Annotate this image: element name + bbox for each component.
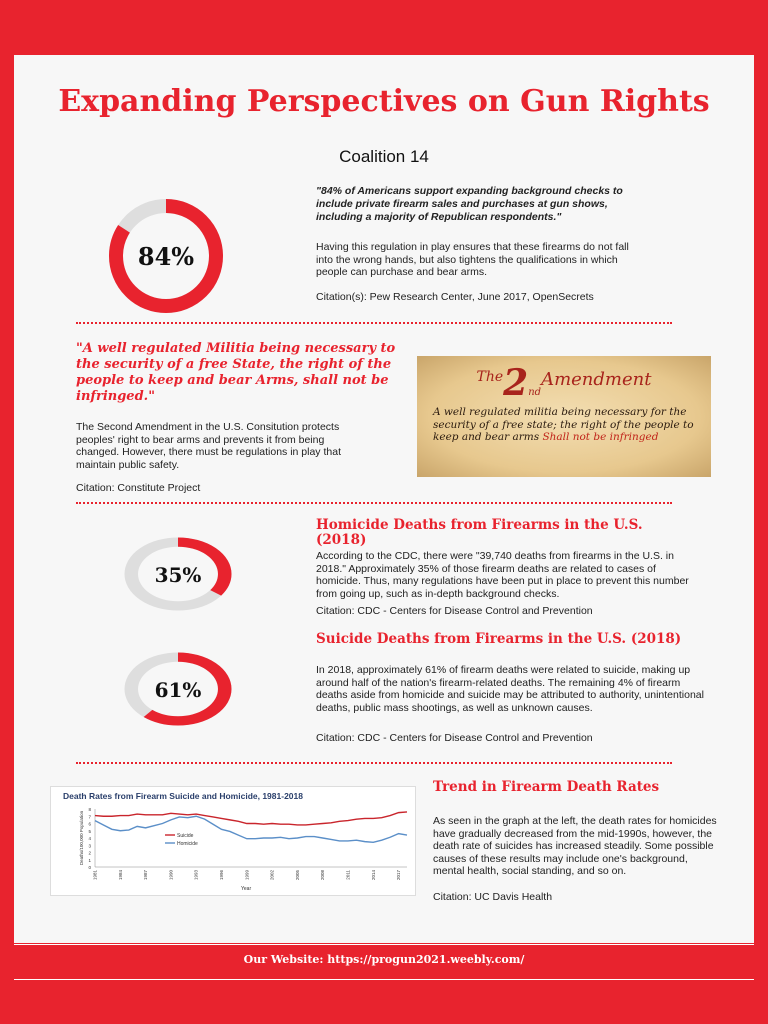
x-tick-label: 2005 <box>294 870 300 881</box>
x-tick-label: 1993 <box>193 870 199 881</box>
footer-line-bottom <box>14 979 754 980</box>
dotted-divider <box>76 322 672 324</box>
line-chart <box>51 787 417 897</box>
y-tick-label: 6 <box>88 821 91 827</box>
dotted-divider <box>76 502 672 504</box>
footer-line-top <box>14 944 754 945</box>
series-line-homicide <box>95 816 407 842</box>
death-rate-chart <box>50 786 416 896</box>
amendment-body: The Second Amendment in the U.S. Consitution protects peoples' right to bear arms and prevents it from being changed. However, there must be regulations in play that maintain public safety. <box>76 421 341 471</box>
legend-label-homicide: Homicide <box>177 840 198 847</box>
y-tick-label: 4 <box>88 836 91 841</box>
parchment-red-text: Shall not be infringed <box>542 431 659 443</box>
parchment-amendment: Amendment <box>541 369 652 390</box>
trend-heading: Trend in Firearm Death Rates <box>433 779 660 795</box>
y-tick-label: 1 <box>88 857 91 863</box>
amendment-citation: Citation: Constitute Project <box>76 482 201 494</box>
parchment-body: A well regulated militia being necessary for the security of a free state; the right of the people to keep and bear arms <box>433 406 694 443</box>
x-tick-label: 1999 <box>244 870 250 881</box>
percent-ring-35 <box>120 532 236 616</box>
suicide-heading: Suicide Deaths from Firearms in the U.S. (2018) <box>316 631 682 647</box>
parchment-title <box>417 362 711 404</box>
x-axis-label: Year <box>241 886 252 892</box>
ring-label: 84% <box>137 242 195 271</box>
x-tick-label: 1984 <box>117 870 123 881</box>
x-tick-label: 1987 <box>143 870 149 881</box>
chart-title: Death Rates from Firearm Suicide and Homicide, 1981-2018 <box>63 791 303 801</box>
parchment-two: 2 <box>503 362 529 404</box>
infographic-page <box>14 55 754 943</box>
x-tick-label: 2014 <box>370 870 376 881</box>
page-subtitle: Coalition 14 <box>339 147 429 166</box>
trend-body: As seen in the graph at the left, the death rates for homicides have gradually decreased from the mid-1990s, however, the death rate of suicides has increased steadily. Some possible causes of these results may include one's background, mental health, social standing, and so on. <box>433 815 717 877</box>
homicide-citation: Citation: CDC - Centers for Disease Control and Prevention <box>316 605 593 617</box>
amendment-quote: "A well regulated Militia being necessary to the security of a free State, the right of the people to keep and bear Arms, shall not be infringed." <box>76 341 396 404</box>
percent-ring-84 <box>106 196 226 316</box>
y-tick-label: 2 <box>88 850 91 856</box>
stat1-citation: Citation(s): Pew Research Center, June 2017, OpenSecrets <box>316 291 594 303</box>
x-tick-label: 2017 <box>396 870 402 881</box>
y-tick-label: 0 <box>88 865 91 870</box>
stat1-body: Having this regulation in play ensures that these firearms do not fall into the wrong hands, but also tightens the qualifications in which people can purchase and bear arms. <box>316 241 629 278</box>
parchment-text <box>433 406 703 444</box>
dotted-divider <box>76 762 672 764</box>
legend-label-suicide: Suicide <box>177 832 194 839</box>
series-line-suicide <box>95 812 407 825</box>
x-tick-label: 2002 <box>269 870 275 881</box>
stat1-quote: "84% of Americans support expanding background checks to include private firearm sales and purchases at gun shows, including a majority of Republican respondents." <box>316 185 623 223</box>
ring-label: 61% <box>154 678 202 702</box>
website-link[interactable]: Our Website: https://progun2021.weebly.com/ <box>243 953 525 966</box>
x-tick-label: 1981 <box>92 870 98 881</box>
homicide-heading: Homicide Deaths from Firearms in the U.S. (2018) <box>316 517 643 548</box>
x-tick-label: 1996 <box>218 870 224 881</box>
parchment-nd: nd <box>528 387 542 398</box>
suicide-citation: Citation: CDC - Centers for Disease Control and Prevention <box>316 732 593 744</box>
suicide-body: In 2018, approximately 61% of firearm deaths were related to suicide, making up around half of the nation's firearm-related deaths. The remaining 4% of firearm deaths aside from homicide and suicide may be attributed to authority, unintentional deaths, public mass shootings, as well as unknown causes. <box>316 664 704 714</box>
y-axis-label: Deaths/100,000 Population <box>79 810 84 866</box>
y-tick-label: 7 <box>88 814 91 820</box>
parchment-the: The <box>476 369 504 385</box>
second-amendment-image <box>417 356 711 477</box>
y-tick-label: 3 <box>88 843 91 849</box>
y-tick-label: 5 <box>88 828 91 834</box>
homicide-body: According to the CDC, there were "39,740 deaths from firearms in the U.S. in 2018." Approximately 35% of those firearm deaths are related to cases of homicide. Thus, many regulations have been put in place to prevent this number from going up, such as in-depth background checks. <box>316 550 689 600</box>
percent-ring-61 <box>120 647 236 731</box>
ring-label: 35% <box>154 563 202 587</box>
page-title: Expanding Perspectives on Gun Rights <box>58 84 710 119</box>
y-tick-label: 8 <box>88 807 91 812</box>
trend-citation: Citation: UC Davis Health <box>433 891 553 903</box>
x-tick-label: 2011 <box>345 870 351 880</box>
x-tick-label: 1990 <box>168 870 174 881</box>
x-tick-label: 2008 <box>320 870 326 881</box>
